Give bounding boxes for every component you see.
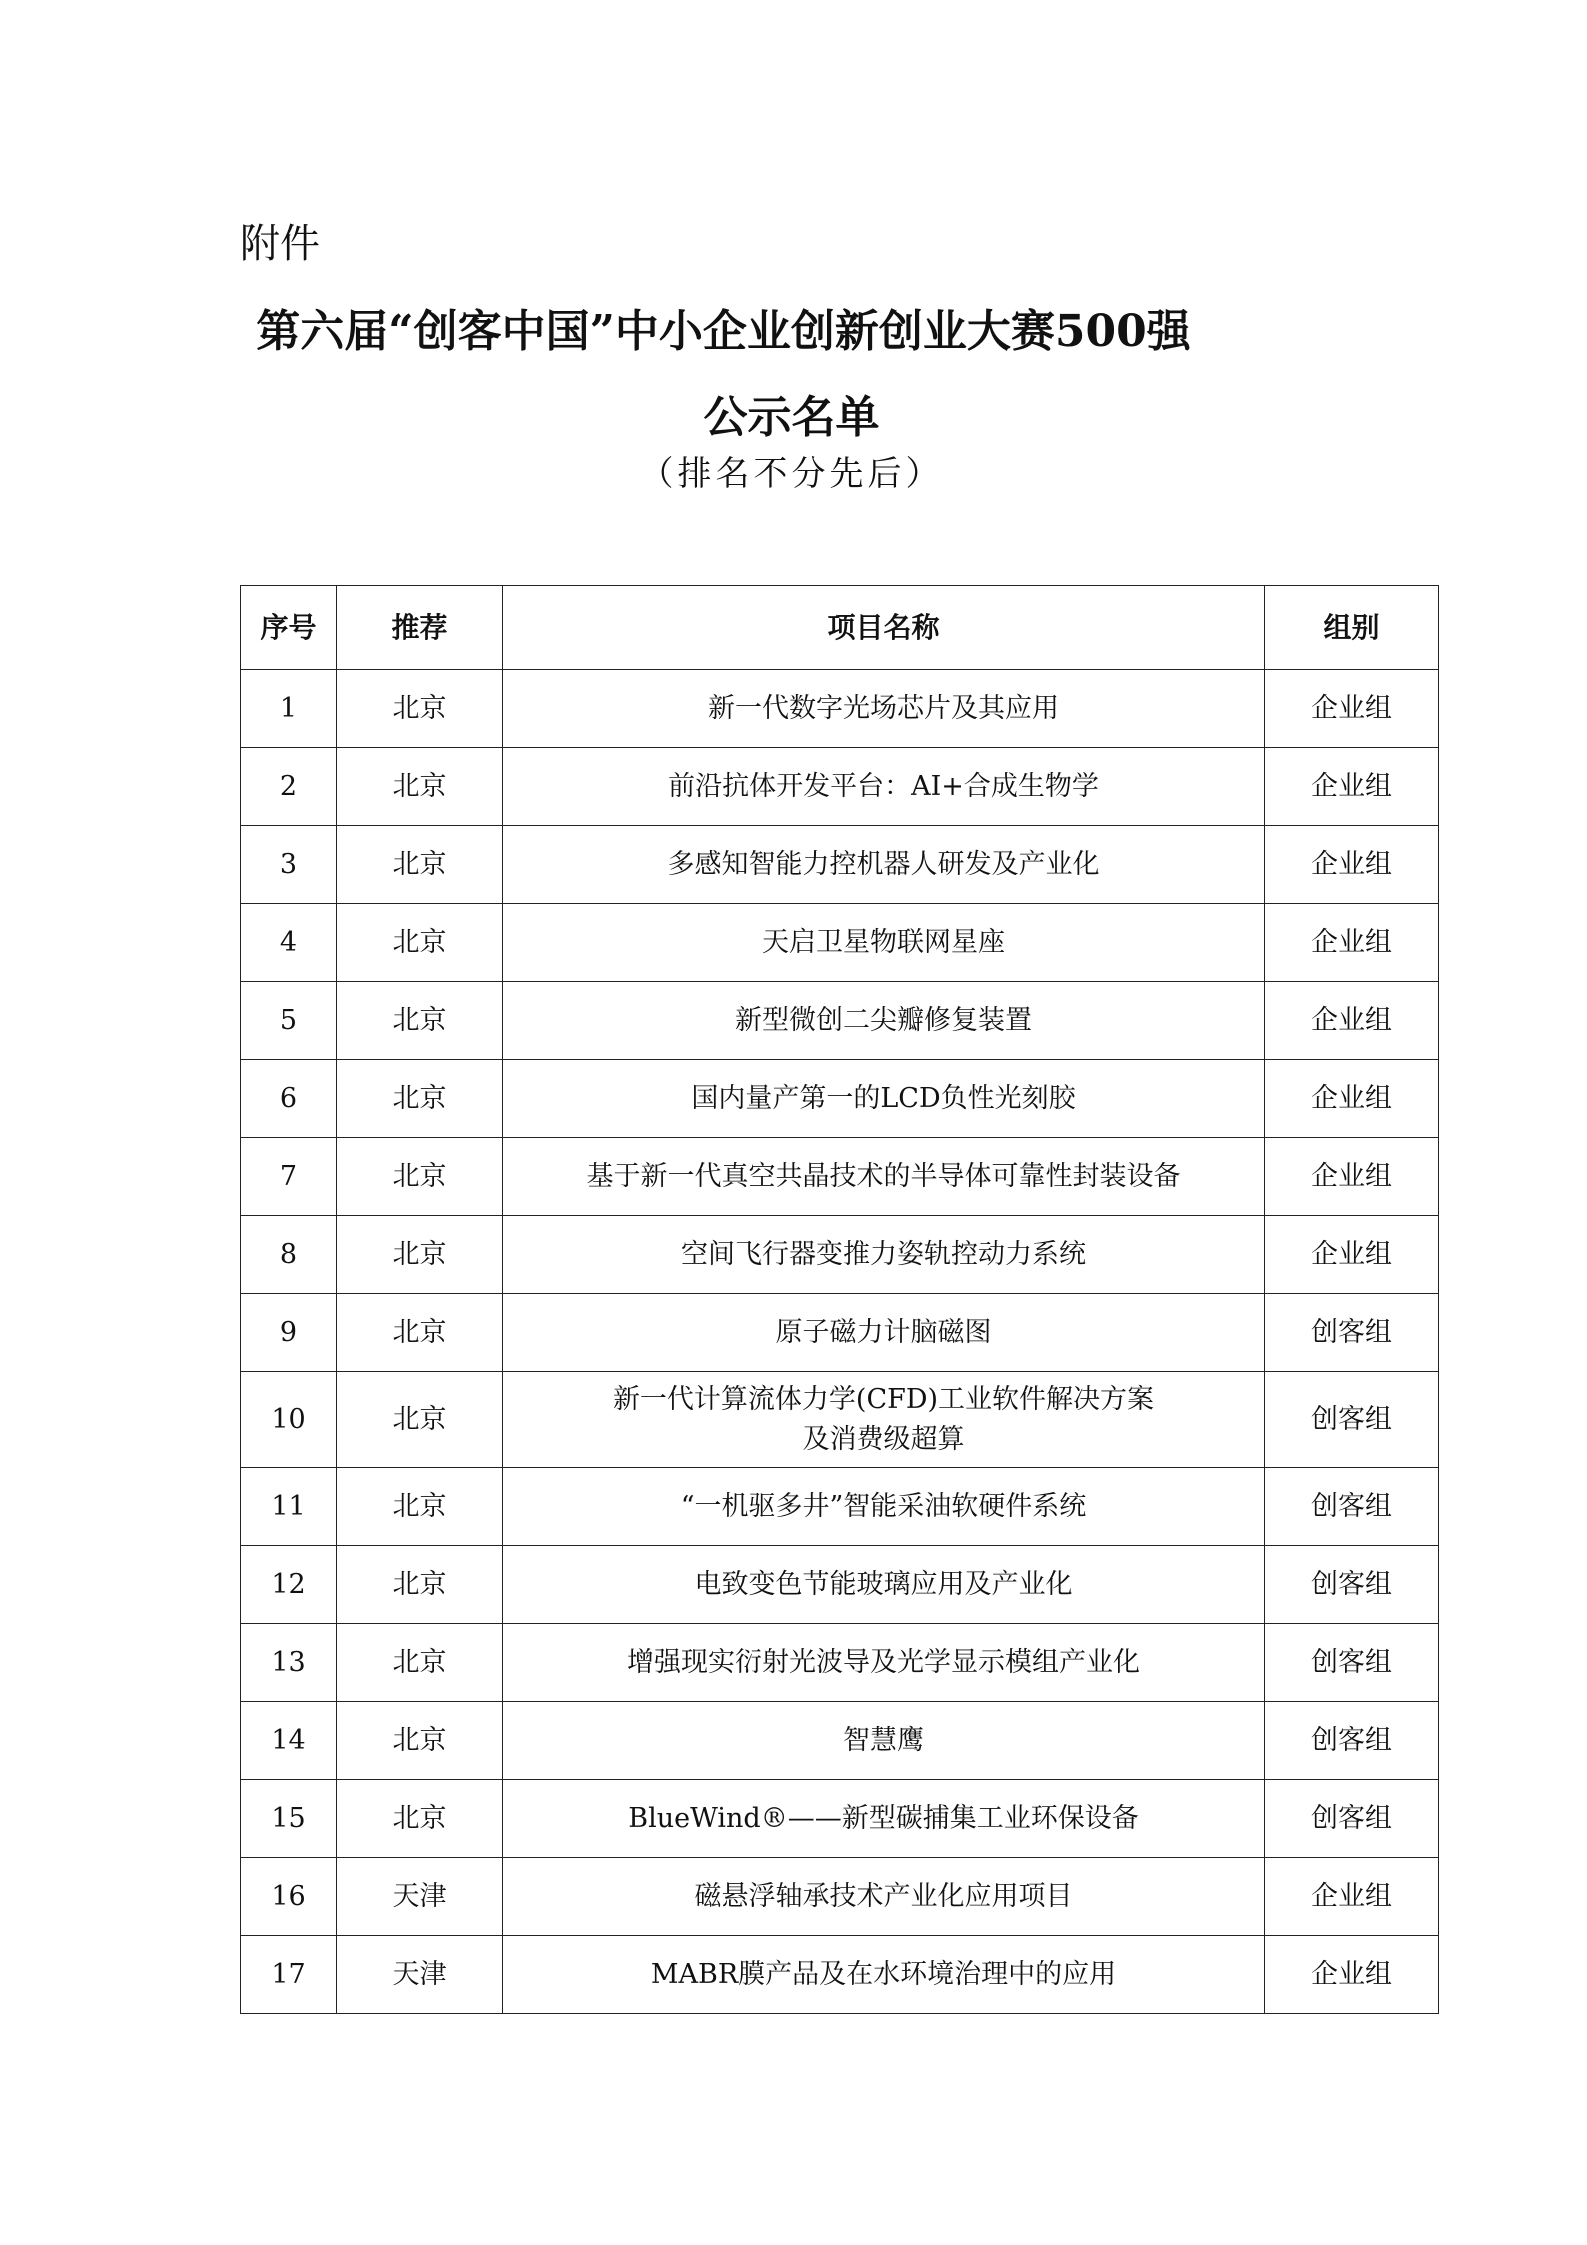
document-title: 第六届“创客中国”中小企业创新创业大赛500强	[256, 306, 1191, 357]
cell-group: 创客组	[1265, 1780, 1439, 1858]
header-no: 序号	[241, 586, 337, 670]
cell-group: 企业组	[1265, 1060, 1439, 1138]
cell-group: 创客组	[1265, 1624, 1439, 1702]
document-subtitle: （排名不分先后）	[639, 454, 944, 494]
cell-group: 企业组	[1265, 748, 1439, 826]
cell-group: 企业组	[1265, 982, 1439, 1060]
table-row	[241, 1138, 1439, 1216]
cell-group: 创客组	[1265, 1702, 1439, 1780]
cell-no: 10	[241, 1372, 337, 1468]
table-row	[241, 748, 1439, 826]
project-name-line: 国内量产第一的LCD负性光刻胶	[691, 1082, 1076, 1114]
cell-recommender: 北京	[337, 670, 503, 748]
cell-project	[503, 1216, 1265, 1294]
cell-project	[503, 1702, 1265, 1780]
cell-recommender: 北京	[337, 1138, 503, 1216]
cell-recommender: 天津	[337, 1936, 503, 2014]
project-name-line: 基于新一代真空共晶技术的半导体可靠性封装设备	[586, 1160, 1181, 1192]
table-row	[241, 1702, 1439, 1780]
project-name-line: MABR膜产品及在水环境治理中的应用	[650, 1958, 1117, 1990]
table-header-row	[241, 586, 1439, 670]
project-name-line: 智慧鹰	[843, 1724, 924, 1756]
cell-no: 14	[241, 1702, 337, 1780]
cell-no: 6	[241, 1060, 337, 1138]
project-name-line: 电致变色节能玻璃应用及产业化	[694, 1568, 1073, 1600]
project-name-line: 及消费级超算	[802, 1423, 965, 1455]
table-body	[241, 670, 1439, 2014]
cell-no: 16	[241, 1858, 337, 1936]
cell-recommender: 北京	[337, 1624, 503, 1702]
project-name-line: 前沿抗体开发平台：AI+合成生物学	[668, 770, 1099, 802]
project-name-line: 磁悬浮轴承技术产业化应用项目	[694, 1880, 1073, 1912]
table-row	[241, 1780, 1439, 1858]
cell-recommender: 北京	[337, 1216, 503, 1294]
cell-no: 5	[241, 982, 337, 1060]
cell-project	[503, 904, 1265, 982]
cell-group: 企业组	[1265, 1936, 1439, 2014]
cell-project	[503, 1780, 1265, 1858]
cell-recommender: 天津	[337, 1858, 503, 1936]
cell-no: 4	[241, 904, 337, 982]
cell-project	[503, 1546, 1265, 1624]
project-name-line: 多感知智能力控机器人研发及产业化	[667, 848, 1100, 880]
project-name-line: 新一代数字光场芯片及其应用	[708, 692, 1059, 724]
project-name-line: 增强现实衍射光波导及光学显示模组产业化	[627, 1646, 1140, 1678]
table-row	[241, 1216, 1439, 1294]
table-row	[241, 1936, 1439, 2014]
cell-project	[503, 1936, 1265, 2014]
table-row	[241, 1858, 1439, 1936]
cell-project	[503, 748, 1265, 826]
cell-project	[503, 1858, 1265, 1936]
header-recommender: 推荐	[337, 586, 503, 670]
cell-project	[503, 1468, 1265, 1546]
table-row	[241, 1546, 1439, 1624]
cell-project	[503, 670, 1265, 748]
cell-no: 1	[241, 670, 337, 748]
project-name-line: 天启卫星物联网星座	[762, 926, 1005, 958]
cell-recommender: 北京	[337, 1468, 503, 1546]
table-row	[241, 1060, 1439, 1138]
cell-recommender: 北京	[337, 748, 503, 826]
table-row	[241, 1294, 1439, 1372]
cell-no: 12	[241, 1546, 337, 1624]
cell-group: 创客组	[1265, 1372, 1439, 1468]
project-name-line: BlueWind®——新型碳捕集工业环保设备	[628, 1802, 1139, 1834]
table-row	[241, 826, 1439, 904]
project-name-line: 原子磁力计脑磁图	[775, 1316, 992, 1348]
cell-group: 企业组	[1265, 904, 1439, 982]
cell-recommender: 北京	[337, 982, 503, 1060]
cell-group: 企业组	[1265, 1138, 1439, 1216]
cell-group: 企业组	[1265, 670, 1439, 748]
cell-project	[503, 826, 1265, 904]
project-name-line: 新型微创二尖瓣修复装置	[735, 1004, 1032, 1036]
cell-group: 企业组	[1265, 1216, 1439, 1294]
cell-group: 企业组	[1265, 826, 1439, 904]
cell-group: 创客组	[1265, 1468, 1439, 1546]
cell-recommender: 北京	[337, 904, 503, 982]
cell-project	[503, 1060, 1265, 1138]
project-name-line: 新一代计算流体力学(CFD)工业软件解决方案	[612, 1383, 1155, 1415]
cell-recommender: 北京	[337, 1372, 503, 1468]
cell-recommender: 北京	[337, 1546, 503, 1624]
attachment-label: 附件	[240, 221, 320, 267]
table-row	[241, 1468, 1439, 1546]
cell-project	[503, 982, 1265, 1060]
cell-project	[503, 1294, 1265, 1372]
cell-group: 企业组	[1265, 1858, 1439, 1936]
cell-group: 创客组	[1265, 1546, 1439, 1624]
cell-recommender: 北京	[337, 1294, 503, 1372]
cell-no: 2	[241, 748, 337, 826]
cell-no: 15	[241, 1780, 337, 1858]
cell-recommender: 北京	[337, 826, 503, 904]
table-row	[241, 982, 1439, 1060]
header-project: 项目名称	[503, 586, 1265, 670]
cell-no: 8	[241, 1216, 337, 1294]
project-name-line: 空间飞行器变推力姿轨控动力系统	[681, 1238, 1086, 1270]
cell-no: 11	[241, 1468, 337, 1546]
cell-recommender: 北京	[337, 1702, 503, 1780]
cell-project	[503, 1138, 1265, 1216]
header-group: 组别	[1265, 586, 1439, 670]
document-title-line2: 公示名单	[703, 392, 880, 443]
cell-no: 17	[241, 1936, 337, 2014]
table-row	[241, 670, 1439, 748]
table-row	[241, 1372, 1439, 1468]
cell-no: 9	[241, 1294, 337, 1372]
roster-table	[240, 585, 1439, 2014]
cell-no: 7	[241, 1138, 337, 1216]
cell-recommender: 北京	[337, 1060, 503, 1138]
cell-recommender: 北京	[337, 1780, 503, 1858]
cell-project	[503, 1372, 1265, 1468]
cell-group: 创客组	[1265, 1294, 1439, 1372]
cell-no: 13	[241, 1624, 337, 1702]
table-row	[241, 904, 1439, 982]
cell-project	[503, 1624, 1265, 1702]
table-row	[241, 1624, 1439, 1702]
cell-no: 3	[241, 826, 337, 904]
project-name-line: “一机驱多井”智能采油软硬件系统	[680, 1490, 1087, 1522]
